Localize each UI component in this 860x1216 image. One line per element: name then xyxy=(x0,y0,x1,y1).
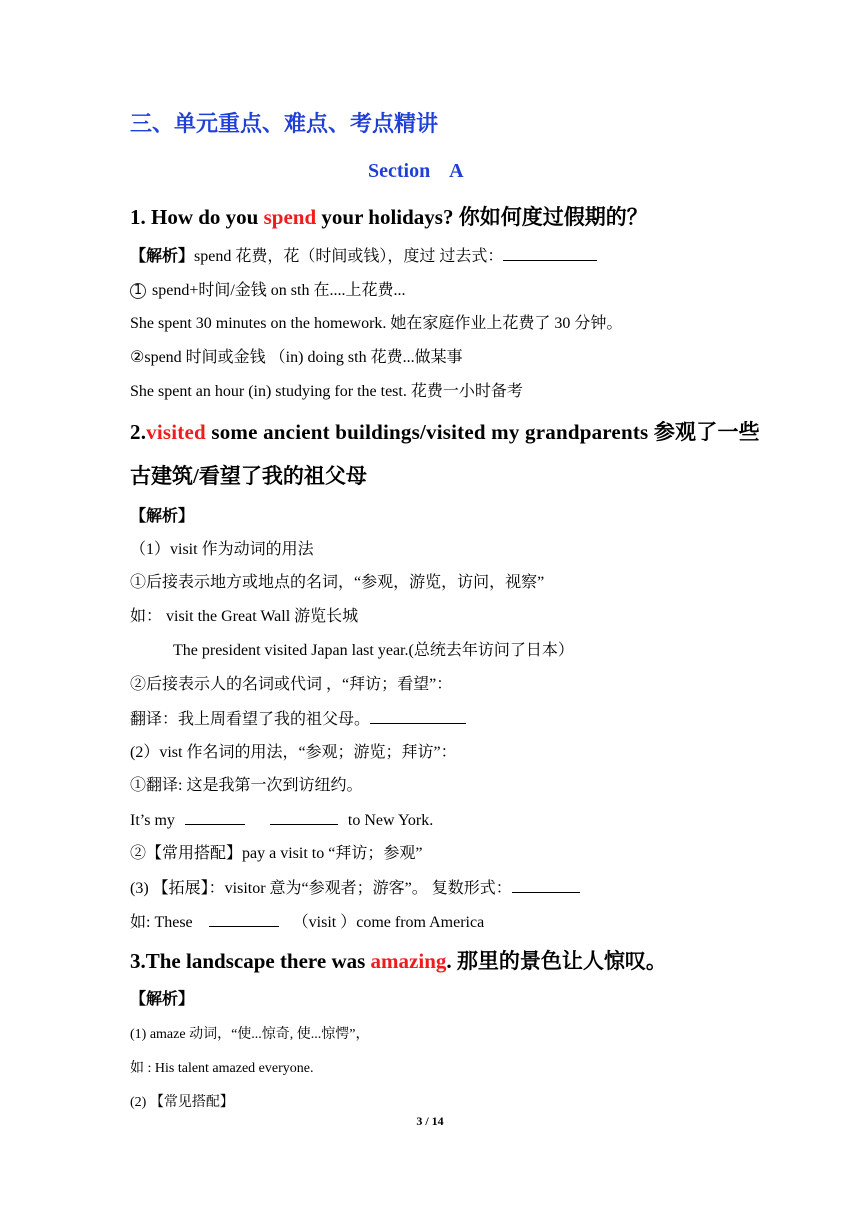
item3-line1: (1) amaze 动词，“使...惊奇, 使...惊愕”， xyxy=(130,1027,370,1042)
analysis-label: 【解析】 xyxy=(130,991,195,1008)
item1-question xyxy=(130,203,648,231)
item3-heading xyxy=(130,947,667,975)
item2-line12-pre: 如: These xyxy=(130,914,193,931)
item2-heading-rest: some ancient buildings/visited my grandparents 参观了一些 xyxy=(205,420,760,444)
circled-number: 1 xyxy=(130,283,146,299)
item2-line9-post: to New York. xyxy=(347,812,434,829)
item2-line7: (2）vist 作名词的用法，“参观；游览；拜访”： xyxy=(130,744,457,761)
item2-line4: The president visited Japan last year.(总统去年访问了日本） xyxy=(173,642,574,659)
item2-line6 xyxy=(130,709,466,730)
section-title: Section A xyxy=(368,160,464,182)
item1-point1 xyxy=(130,281,405,301)
item2-line1: （1）visit 作为动词的用法 xyxy=(130,541,314,558)
item2-line10: ②【常用搭配】pay a visit to “拜访；参观” xyxy=(130,845,423,862)
item2-line11-text: (3) 【拓展】：visitor 意为“参观者；游客”。 复数形式： xyxy=(130,880,512,897)
item2-line8: ①翻译: 这是我第一次到访纽约。 xyxy=(130,777,363,794)
item1-question-post: your holidays? 你如何度过假期的？ xyxy=(316,205,648,229)
unit-heading: 三、单元重点、难点、考点精讲 xyxy=(130,111,439,136)
answer-blank[interactable] xyxy=(209,912,279,927)
analysis-label: 【解析】 xyxy=(130,508,195,525)
item1-point1-text: spend+时间/金钱 on sth 在....上花费... xyxy=(152,282,406,299)
item3-keyword: amazing xyxy=(370,949,447,973)
item3-heading-post: . 那里的景色让人惊叹。 xyxy=(446,949,667,973)
item2-line5: ②后接表示人的名词或代词 ，“拜访；看望”： xyxy=(130,676,453,693)
item2-heading xyxy=(130,418,760,446)
item2-line9-pre: It’s my xyxy=(130,812,175,829)
item1-example2: She spent an hour (in) studying for the test. 花费一小时备考 xyxy=(130,383,523,400)
item2-line9 xyxy=(130,810,433,831)
item3-line3: (2) 【常见搭配】 xyxy=(130,1095,234,1110)
answer-blank[interactable] xyxy=(370,709,466,724)
item3-heading-pre: 3.The landscape there was xyxy=(130,949,371,973)
answer-blank[interactable] xyxy=(185,810,245,825)
page-number: 3 / 14 xyxy=(416,1114,444,1128)
item2-keyword: visited xyxy=(146,420,206,444)
item1-question-pre: 1. How do you xyxy=(130,205,264,229)
item1-point2: ②spend 时间或金钱 （in) doing sth 花费...做某事 xyxy=(130,349,463,366)
item1-analysis-text: spend 花费，花（时间或钱），度过 过去式： xyxy=(194,248,504,265)
item2-line12-post: （visit ）come from America xyxy=(292,914,485,931)
item1-analysis xyxy=(130,246,597,267)
item2-line11 xyxy=(130,878,580,899)
analysis-label: 【解析】 xyxy=(130,248,195,265)
answer-blank[interactable] xyxy=(503,246,597,261)
item2-line3: 如： visit the Great Wall 游览长城 xyxy=(130,608,359,625)
answer-blank[interactable] xyxy=(270,810,338,825)
item1-example1: She spent 30 minutes on the homework. 她在家庭作业上花费了 30 分钟。 xyxy=(130,315,623,332)
item2-line2: ①后接表示地方或地点的名词，“参观，游览，访问，视察” xyxy=(130,574,545,591)
item1-keyword: spend xyxy=(263,205,317,229)
item2-heading-line2: 古建筑/看望了我的祖父母 xyxy=(130,464,367,488)
item3-line2: 如 : His talent amazed everyone. xyxy=(130,1061,314,1076)
item2-line6-text: 翻译：我上周看望了我的祖父母。 xyxy=(130,711,371,728)
item2-number: 2. xyxy=(130,420,147,444)
item2-line12 xyxy=(130,912,484,933)
answer-blank[interactable] xyxy=(512,878,580,893)
